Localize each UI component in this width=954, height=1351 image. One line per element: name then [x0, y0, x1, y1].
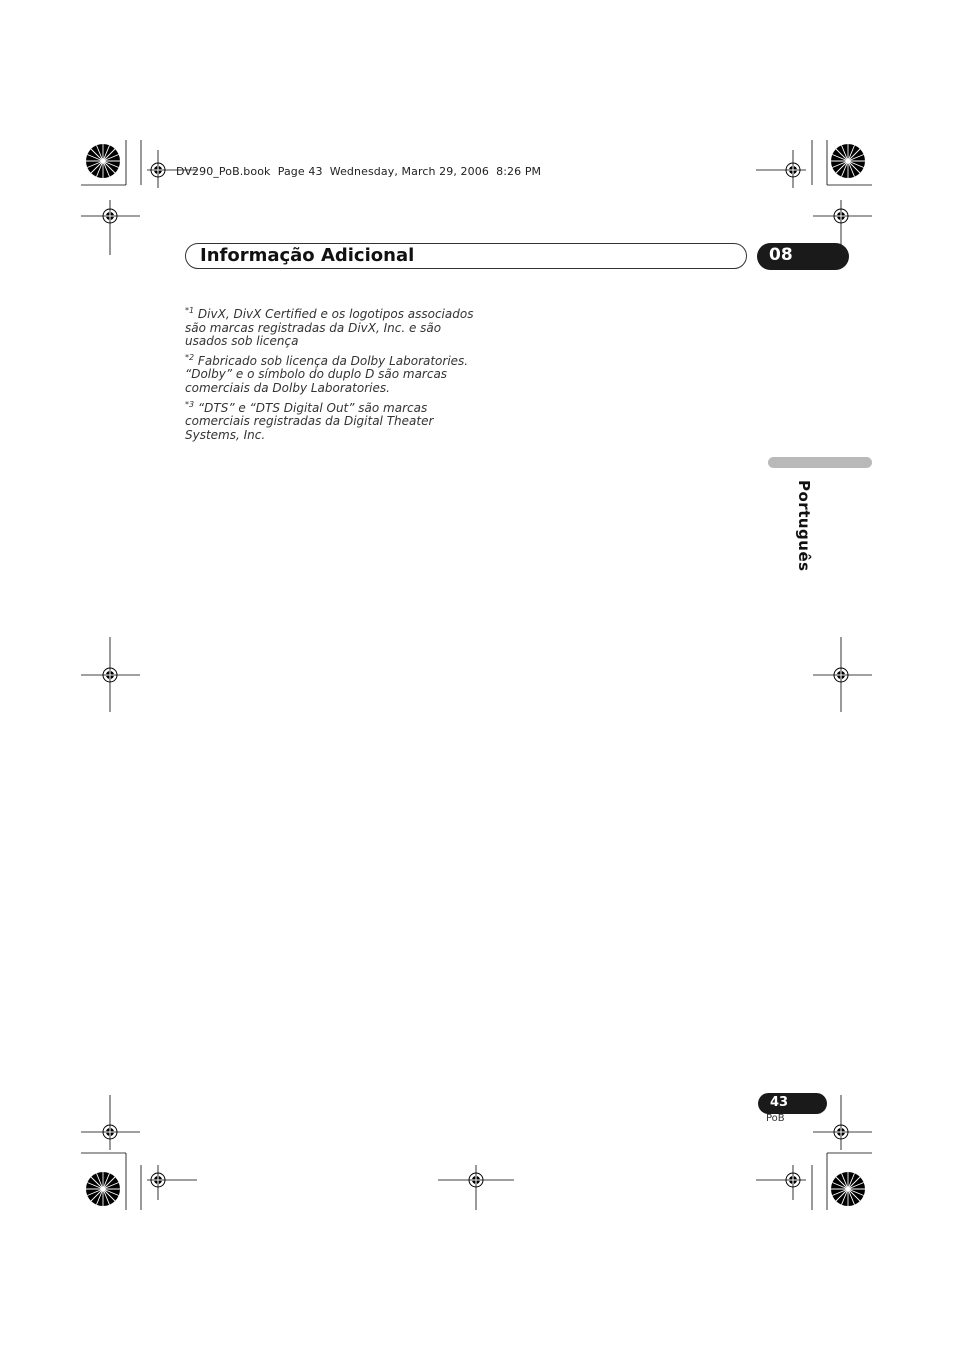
footnote-text: Fabricado sob licença da Dolby Laboratories. “Dolby” e o símbolo do duplo D são marcas comerciais da Dolby Laboratories. — [185, 353, 469, 395]
page-number-badge — [758, 1093, 827, 1114]
language-tab-bar — [768, 457, 872, 468]
footnote-marker: *1 — [185, 306, 195, 315]
footnote-text: DivX, DivX Certified e os logotipos associados são marcas registradas da DivX, Inc. e são usados sob licença — [185, 307, 474, 349]
footnote — [185, 308, 475, 349]
footnote — [185, 352, 475, 396]
section-header — [185, 243, 747, 269]
section-title: Informação Adicional — [200, 245, 415, 266]
footnote — [185, 399, 475, 443]
chapter-badge — [757, 243, 849, 270]
footnote-marker: *2 — [185, 352, 195, 362]
footnote-marker: *3 — [185, 399, 195, 409]
language-tab-label: Português — [795, 480, 813, 572]
language-code: PoB — [766, 1113, 785, 1124]
footnotes — [185, 308, 475, 448]
print-slug-line: DV290_PoB.book Page 43 Wednesday, March 29, 2006 8:26 PM — [176, 165, 542, 178]
footnote-text: “DTS” e “DTS Digital Out” são marcas comerciais registradas da Digital Theater Systems, Inc. — [185, 400, 434, 442]
page-number: 43 — [770, 1095, 789, 1110]
chapter-number: 08 — [769, 245, 793, 265]
